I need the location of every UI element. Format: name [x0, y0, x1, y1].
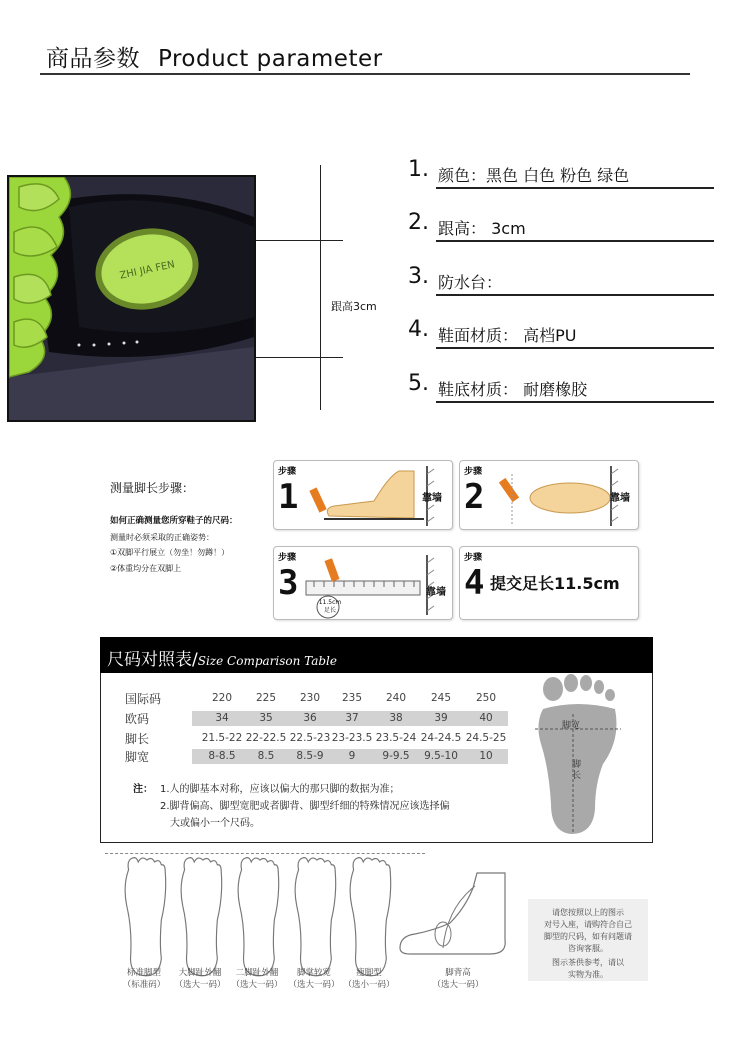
size-cell: 40 — [479, 712, 493, 724]
instep-foot-icon — [395, 868, 515, 960]
notice-line: 图示茶供参考，请以 — [552, 958, 624, 967]
dimension-bottom-line — [256, 357, 343, 358]
howto-line: ①双脚平行展立（勿坐！勿蹲！） — [110, 548, 230, 557]
note-label: 注： — [133, 784, 153, 795]
howto-line: ②体重均分在双脚上 — [110, 564, 182, 573]
size-row-label: 国际码 — [125, 692, 162, 706]
size-cell: 39 — [434, 712, 448, 724]
howto-line: 测量时必须采取的正确姿势： — [110, 533, 214, 542]
instep-label: 脚背高 （选大一码） — [432, 968, 484, 990]
size-cell: 24-24.5 — [420, 732, 462, 744]
size-cell: 240 — [385, 692, 407, 704]
size-cell: 23-23.5 — [331, 732, 373, 744]
title-cn: 商品参数 — [46, 46, 140, 72]
step4-result: 提交足长11.5cm — [490, 574, 620, 593]
foot-silhouette-icon — [533, 674, 623, 836]
size-cell: 9.5-10 — [424, 750, 458, 762]
foot-type-icon — [117, 850, 171, 980]
heel-height-label: 跟高3cm — [331, 300, 377, 313]
step-card-2: 步骤 2 靠墙 — [459, 460, 639, 530]
foot-type-icon — [230, 850, 284, 980]
param-platform: 3. 防水台： — [408, 264, 708, 298]
size-cell: 8.5-9 — [296, 750, 324, 762]
size-cell: 21.5-22 — [201, 732, 243, 744]
param-upper-material: 4. 鞋面材质： 高档PU — [408, 317, 708, 351]
notice-line: 请您按照以上的图示 — [552, 908, 624, 917]
howto-title: 如何正确测量您所穿鞋子的尺码： — [110, 516, 238, 526]
size-cell: 34 — [215, 712, 229, 724]
size-cell: 22-22.5 — [245, 732, 287, 744]
measure-title: 测量脚长步骤： — [110, 481, 195, 495]
notice-line: 脚型的尺码，如有问题请 — [544, 932, 632, 941]
size-cell: 36 — [303, 712, 317, 724]
foot-type-icon — [342, 850, 396, 980]
dimension-top-line — [256, 240, 343, 241]
notice-line: 实物为准。 — [568, 970, 608, 979]
size-cell: 230 — [299, 692, 321, 704]
note-line: 大或偏小一个尺码。 — [170, 818, 260, 829]
header-divider — [40, 73, 690, 75]
size-cell: 8.5 — [257, 750, 275, 762]
param-sole-material: 5. 鞋底材质： 耐磨橡胶 — [408, 371, 708, 405]
param-heel-height: 2. 跟高： 3cm — [408, 210, 708, 244]
foot-type-icon — [287, 850, 341, 980]
insole-brand-text: ZHI JIA FEN — [118, 259, 176, 282]
size-cell: 8-8.5 — [208, 750, 236, 762]
note-line: 2.脚背偏高、脚型宽肥或者脚背、脚型纤细的特殊情况应该选择偏 — [160, 801, 450, 812]
size-cell: 250 — [475, 692, 497, 704]
foot-type-label: 标准脚型 （标准码） — [122, 968, 166, 990]
note-line: 1.人的脚基本对称，应该以偏大的那只脚的数据为准； — [160, 784, 400, 795]
foot-type-label: 二脚趾外翻 （选大一码） — [231, 968, 283, 990]
step-card-1: 步骤 1 靠墙 — [273, 460, 453, 530]
foot-length-label: 脚长 — [572, 760, 582, 781]
size-cell: 10 — [479, 750, 493, 762]
size-cell: 37 — [345, 712, 359, 724]
size-cell: 9-9.5 — [382, 750, 410, 762]
product-photo — [7, 175, 256, 422]
foot-type-label: 瘦脚型 （选小一码） — [343, 968, 395, 990]
size-row-label: 脚长 — [125, 732, 150, 746]
foot-type-label: 脚掌较宽 （选大一码） — [288, 968, 340, 990]
foot-width-label: 脚宽 — [562, 721, 581, 731]
step3-marker: 11.5cm足长 — [318, 599, 342, 614]
size-cell: 22.5-23 — [289, 732, 331, 744]
size-cell: 235 — [341, 692, 363, 704]
foot-type-label: 大脚趾外翻 （选大一码） — [174, 968, 226, 990]
notice-line: 对号入座，请购符合自己 — [544, 920, 632, 929]
size-table-title: 尺码对照表/Size Comparison Table — [107, 650, 337, 670]
title-en: Product parameter — [158, 46, 383, 72]
step-card-4: 步骤 4 提交足长11.5cm — [459, 546, 639, 620]
page-title — [46, 40, 383, 73]
dimension-vertical-line — [320, 165, 321, 410]
size-row-label: 脚宽 — [125, 750, 150, 764]
size-cell: 9 — [348, 750, 356, 762]
foot-type-icon — [173, 850, 227, 980]
size-cell: 225 — [255, 692, 277, 704]
size-cell: 24.5-25 — [465, 732, 507, 744]
size-row-label: 欧码 — [125, 712, 150, 726]
size-cell: 35 — [259, 712, 273, 724]
notice-line: 咨询客服。 — [568, 944, 608, 953]
param-color: 1. 颜色：黑色 白色 粉色 绿色 — [408, 157, 708, 191]
step-card-3: 步骤 3 11.5cm足长 靠墙 — [273, 546, 453, 620]
size-cell: 245 — [430, 692, 452, 704]
size-cell: 220 — [211, 692, 233, 704]
size-cell: 38 — [389, 712, 403, 724]
size-cell: 23.5-24 — [375, 732, 417, 744]
